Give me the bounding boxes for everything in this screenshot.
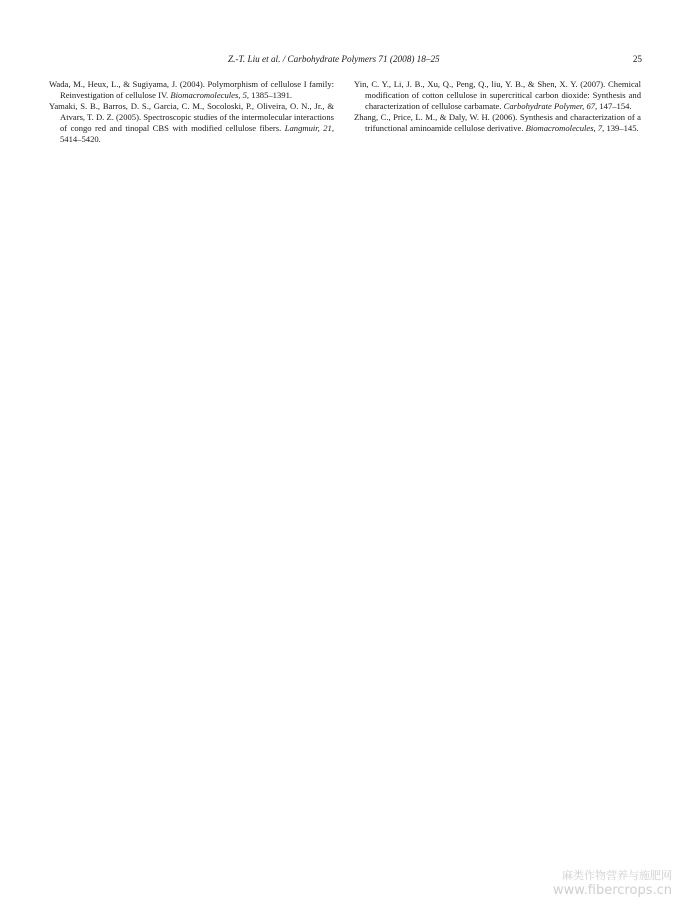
reference-journal: Biomacromolecules, 7 — [525, 123, 603, 134]
reference-entry: Wada, M., Heux, L., & Sugiyama, J. (2004). Polymorphism of cellulose I family: Reinvestigation of cellulose IV. Biomacromolecules, 5, 1385–1391. — [49, 79, 334, 101]
watermark-url: www.fibercrops.cn — [552, 883, 672, 898]
reference-entry: Yamaki, S. B., Barros, D. S., Garcia, C. M., Socoloski, P., Oliveira, O. N., Jr., & Atvars, T. D. Z. (2005). Spectroscopic studies of the intermolecular interactions of congo red and tinopal CBS with modified cellulose fibers. Langmuir, 21, 5414–5420. — [49, 101, 335, 145]
reference-journal: Biomacromolecules, 5 — [170, 90, 247, 101]
reference-journal: Langmuir, 21 — [284, 123, 332, 134]
references-left-column — [49, 79, 334, 146]
watermark — [553, 869, 672, 899]
references-right-column — [354, 79, 641, 134]
watermark-site-name: 麻类作物营养与施肥网 — [562, 869, 672, 882]
reference-entry: Yin, C. Y., Li, J. B., Xu, Q., Peng, Q., liu, Y. B., & Shen, X. Y. (2007). Chemical modification of cotton cellulose in supercritical carbon dioxide: Synthesis and characterization of cellulose carbamate. Carbohydrate Polymer, 67, 147–154. — [354, 79, 641, 112]
reference-entry: Zhang, C., Price, L. M., & Daly, W. H. (2006). Synthesis and characterization of a trifunctional aminoamide cellulose derivative. Biomacromolecules, 7, 139–145. — [354, 112, 641, 134]
running-head — [0, 52, 678, 66]
reference-journal: Carbohydrate Polymer, 67 — [503, 101, 596, 112]
page-number: 25 — [632, 54, 642, 64]
running-title: Z.-T. Liu et al. / Carbohydrate Polymers 71 (2008) 18–25 — [228, 54, 440, 64]
